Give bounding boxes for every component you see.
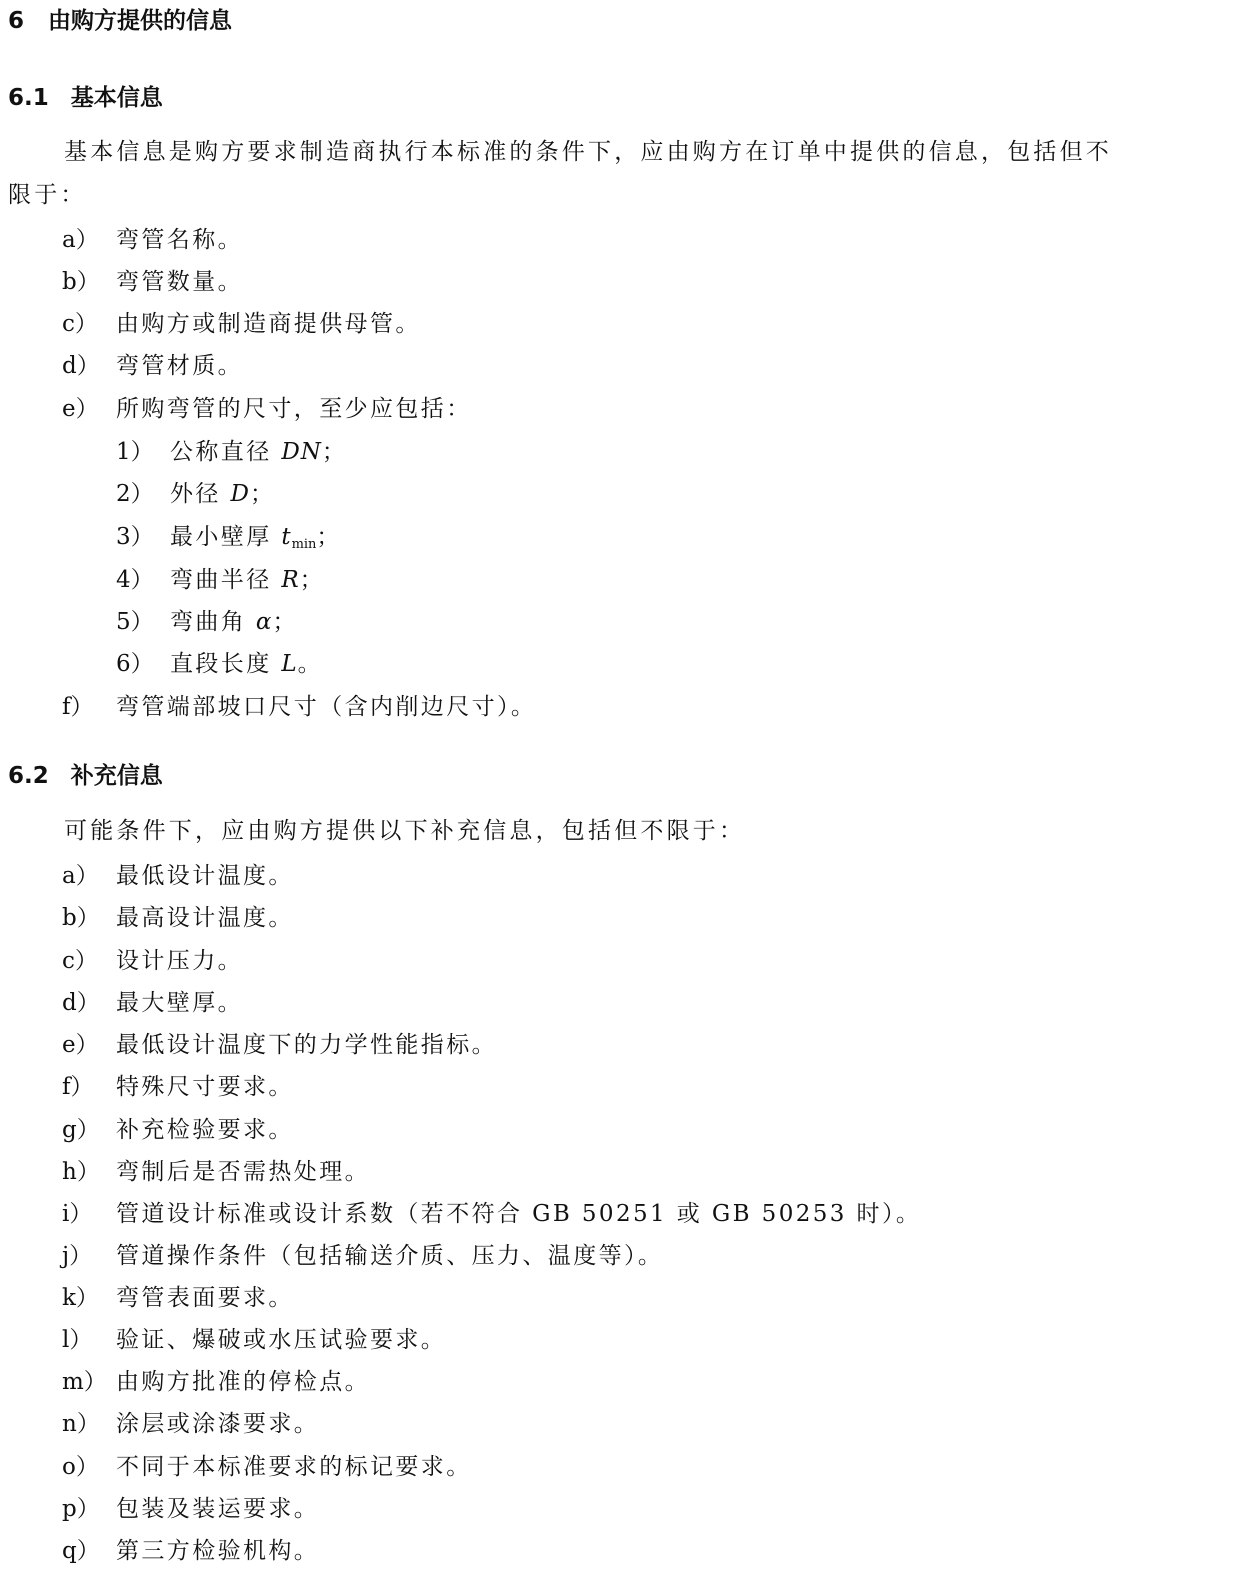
math-symbol: D [230,481,250,507]
sub-list-item-tail: ； [272,609,298,635]
list-item [62,1235,663,1277]
sub-list-item-marker: 6） [116,651,154,677]
list-item [62,1066,294,1108]
list-item-marker: c） [62,311,98,337]
list-item-text: 最高设计温度。 [116,905,294,931]
list-item-text: 弯管表面要求。 [116,1285,294,1311]
list-item-text: 弯管数量。 [116,269,243,295]
list-item-text: 最大壁厚。 [116,990,243,1016]
list-item-text: 由购方或制造商提供母管。 [116,311,421,337]
list-item [62,1024,497,1066]
list-item-text: 由购方批准的停检点。 [116,1369,370,1395]
list-item [62,1151,370,1193]
list-item-marker: a） [62,863,99,889]
section-6-1-intro-line-2: 限于： [8,182,87,208]
section-6-1-number: 6.1 [8,85,49,111]
list-item [62,1446,472,1488]
list-item-text: 包装及装运要求。 [116,1496,320,1522]
section-6-1-heading [8,79,163,112]
sub-list-item-text: 公称直径 [170,439,282,465]
list-item [62,1109,294,1151]
math-symbol: L [281,651,298,677]
list-item-text: 弯管材质。 [116,353,243,379]
sub-list-item-tail: ； [316,524,342,550]
list-item [62,1361,370,1403]
sub-list-item-marker: 3） [116,524,154,550]
list-item [62,345,243,387]
list-item-text: 弯管端部坡口尺寸（含内削边尺寸）。 [116,694,537,720]
list-item [62,1403,319,1445]
list-item-marker: b） [62,269,100,295]
section-6-2-heading [8,757,163,790]
section-6-number: 6 [8,8,25,34]
list-item-marker: o） [62,1454,99,1480]
math-symbol: t [281,524,292,550]
list-item [62,303,421,345]
section-6-1-title: 基本信息 [70,85,163,111]
list-item-marker: f） [62,694,94,720]
sub-list-item-text: 直段长度 [170,651,282,677]
sub-list-item-marker: 5） [116,609,154,635]
list-item-text: 第三方检验机构。 [116,1538,320,1564]
section-6-2-number: 6.2 [8,763,49,789]
sub-list-item [116,473,275,515]
list-item-text: 涂层或涂漆要求。 [116,1411,320,1437]
math-symbol: α [255,609,273,635]
list-item [62,1277,294,1319]
section-6-1-intro-line-1: 基本信息是购方要求制造商执行本标准的条件下，应由购方在订单中提供的信息，包括但不 [64,139,1112,165]
sub-list-item-tail: 。 [297,651,323,677]
list-item-marker: i） [62,1201,93,1227]
sub-list-item-marker: 1） [116,439,154,465]
list-item-text: 管道设计标准或设计系数（若不符合 GB 50251 或 GB 50253 时）。 [116,1201,922,1227]
sub-list-item-text: 弯曲角 [170,609,256,635]
list-item-marker: a） [62,227,99,253]
math-symbol: R [281,567,300,593]
list-item-marker: g） [62,1117,100,1143]
sub-list-item [116,601,298,643]
sub-list-item-text: 外径 [170,481,231,507]
list-item [62,261,243,303]
sub-list-item [116,431,347,473]
list-item-marker: d） [62,990,100,1016]
list-item [62,940,243,982]
sub-list-item-tail: ； [299,567,326,593]
list-item-marker: f） [62,1074,94,1100]
sub-list-item-marker: 2） [116,481,154,507]
list-item-marker: c） [62,948,98,974]
sub-list-item [116,559,325,601]
list-item-marker: h） [62,1159,100,1185]
list-item-marker: e） [62,1032,99,1058]
list-item [62,219,243,261]
section-6-2-title: 补充信息 [70,763,163,789]
math-symbol: DN [281,439,322,465]
list-item [62,897,294,939]
list-item-marker: b） [62,905,100,931]
list-item [62,855,294,897]
sub-list-item-marker: 4） [116,567,154,593]
math-subscript: min [291,537,317,552]
list-item [62,1319,446,1361]
list-item [62,1193,921,1235]
list-item-text: 最低设计温度下的力学性能指标。 [116,1032,497,1058]
list-item-marker: k） [62,1285,99,1311]
list-item [62,982,243,1024]
list-item-text: 所购弯管的尺寸，至少应包括： [116,396,472,422]
list-item-text: 设计压力。 [116,948,243,974]
section-6-heading [8,2,232,35]
list-item-marker: p） [62,1496,100,1522]
sub-list-item-tail: ； [249,481,276,507]
sub-list-item-text: 弯曲半径 [170,567,282,593]
section-6-title: 由购方提供的信息 [48,8,233,34]
list-item-text: 补充检验要求。 [116,1117,294,1143]
list-item [62,388,472,430]
list-item [62,1488,319,1530]
sub-list-item [116,516,342,558]
section-6-2-intro: 可能条件下，应由购方提供以下补充信息，包括但不限于： [64,818,746,844]
list-item [62,1530,319,1572]
list-item-marker: m） [62,1369,107,1395]
sub-list-item-text: 最小壁厚 [170,524,282,550]
sub-list-item-tail: ； [321,439,348,465]
list-item-text: 不同于本标准要求的标记要求。 [116,1454,472,1480]
list-item-marker: q） [62,1538,100,1564]
list-item-marker: d） [62,353,100,379]
list-item-marker: e） [62,396,99,422]
list-item-text: 弯管名称。 [116,227,243,253]
list-item-text: 特殊尺寸要求。 [116,1074,294,1100]
list-item-text: 管道操作条件（包括输送介质、压力、温度等）。 [116,1243,664,1269]
list-item-text: 弯制后是否需热处理。 [116,1159,370,1185]
sub-list-item [116,643,323,685]
list-item-text: 最低设计温度。 [116,863,294,889]
list-item-marker: l） [62,1327,93,1353]
list-item-marker: j） [62,1243,93,1269]
list-item-marker: n） [62,1411,100,1437]
list-item-text: 验证、爆破或水压试验要求。 [116,1327,447,1353]
list-item [62,686,536,728]
